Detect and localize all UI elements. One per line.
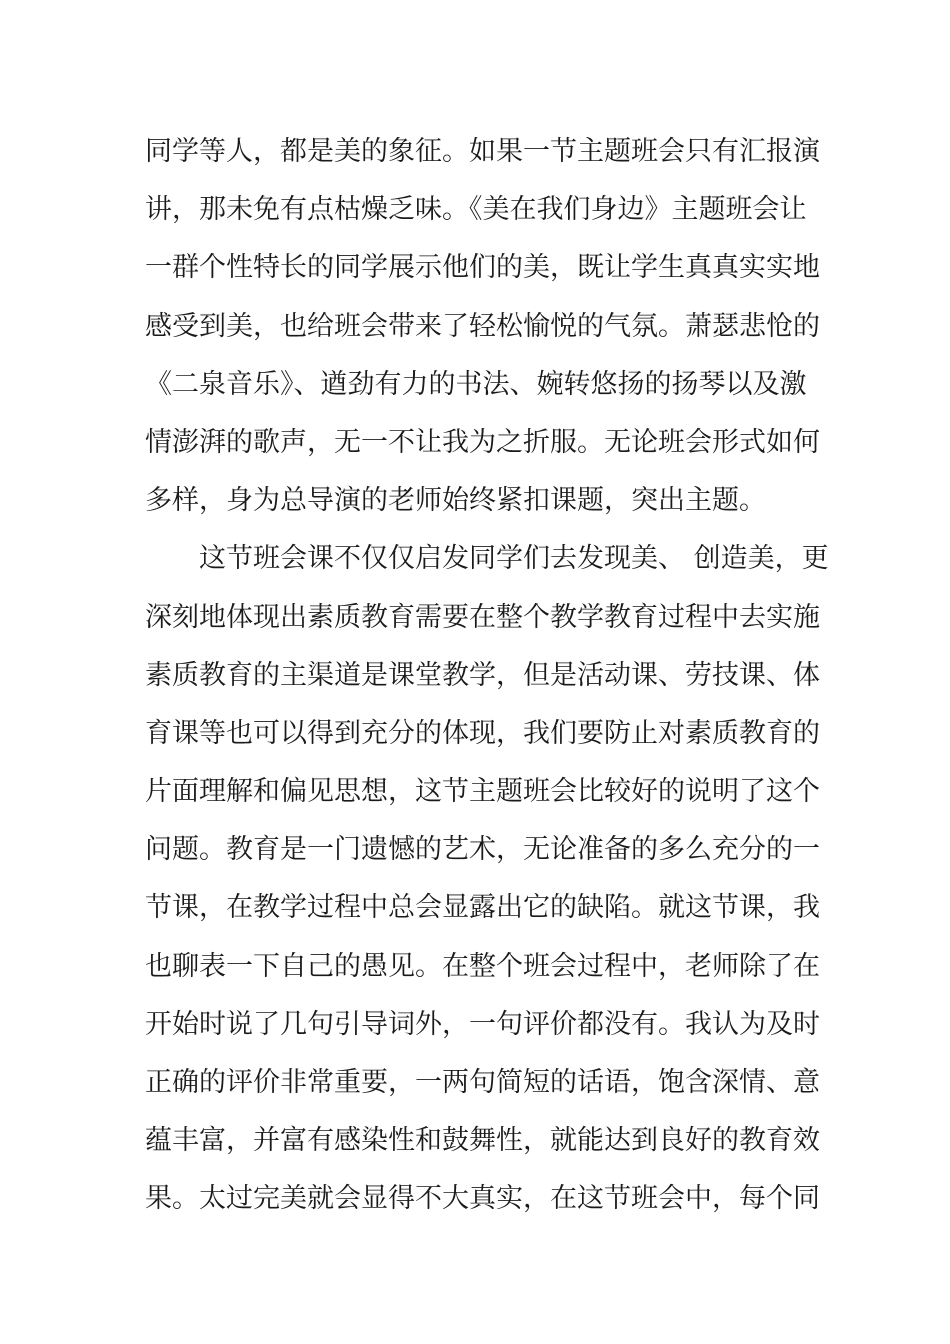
text-line: 也聊表一下自己的愚见。在整个班会过程中，老师除了在: [145, 950, 820, 982]
body-text: [145, 123, 829, 1229]
text-line: 情澎湃的歌声，无一不让我为之折服。无论班会形式如何: [145, 426, 820, 458]
text-line: 育课等也可以得到充分的体现，我们要防止对素质教育的: [145, 717, 820, 749]
text-line: 果。太过完美就会显得不大真实，在这节班会中，每个同: [145, 1183, 820, 1215]
text-line: 正确的评价非常重要，一两句简短的话语，饱含深情、意: [145, 1067, 820, 1098]
text-line: 片面理解和偏见思想，这节主题班会比较好的说明了这个: [145, 776, 820, 808]
text-line: 开始时说了几句引导词外，一句评价都没有。我认为及时: [145, 1008, 820, 1040]
paragraph-last-line: 多样，身为总导演的老师始终紧扣课题，突出主题。: [145, 485, 766, 517]
text-line: 同学等人，都是美的象征。如果一节主题班会只有汇报演: [145, 136, 820, 167]
text-line: 深刻地体现出素质教育需要在整个教学教育过程中去实施: [145, 601, 820, 633]
text-line: 问题。教育是一门遗憾的艺术，无论准备的多么充分的一: [145, 834, 820, 866]
text-line: 一群个性特长的同学展示他们的美，既让学生真真实实地: [145, 252, 820, 284]
text-line: 蕴丰富，并富有感染性和鼓舞性，就能达到良好的教育效: [145, 1125, 820, 1157]
text-line: 素质教育的主渠道是课堂教学，但是活动课、劳技课、体: [145, 659, 820, 691]
paragraph-first-line: 这节班会课不仅仅启发同学们去发现美、 创造美，更: [199, 543, 829, 575]
text-line: 《二泉音乐》、遒劲有力的书法、婉转悠扬的扬琴以及激: [145, 368, 807, 400]
text-line: 节课，在教学过程中总会显露出它的缺陷。就这节课，我: [145, 892, 820, 924]
text-line: 感受到美，也给班会带来了轻松愉悦的气氛。萧瑟悲怆的: [145, 310, 820, 342]
text-line: 讲，那未免有点枯燥乏味。《美在我们身边》主题班会让: [145, 194, 807, 226]
